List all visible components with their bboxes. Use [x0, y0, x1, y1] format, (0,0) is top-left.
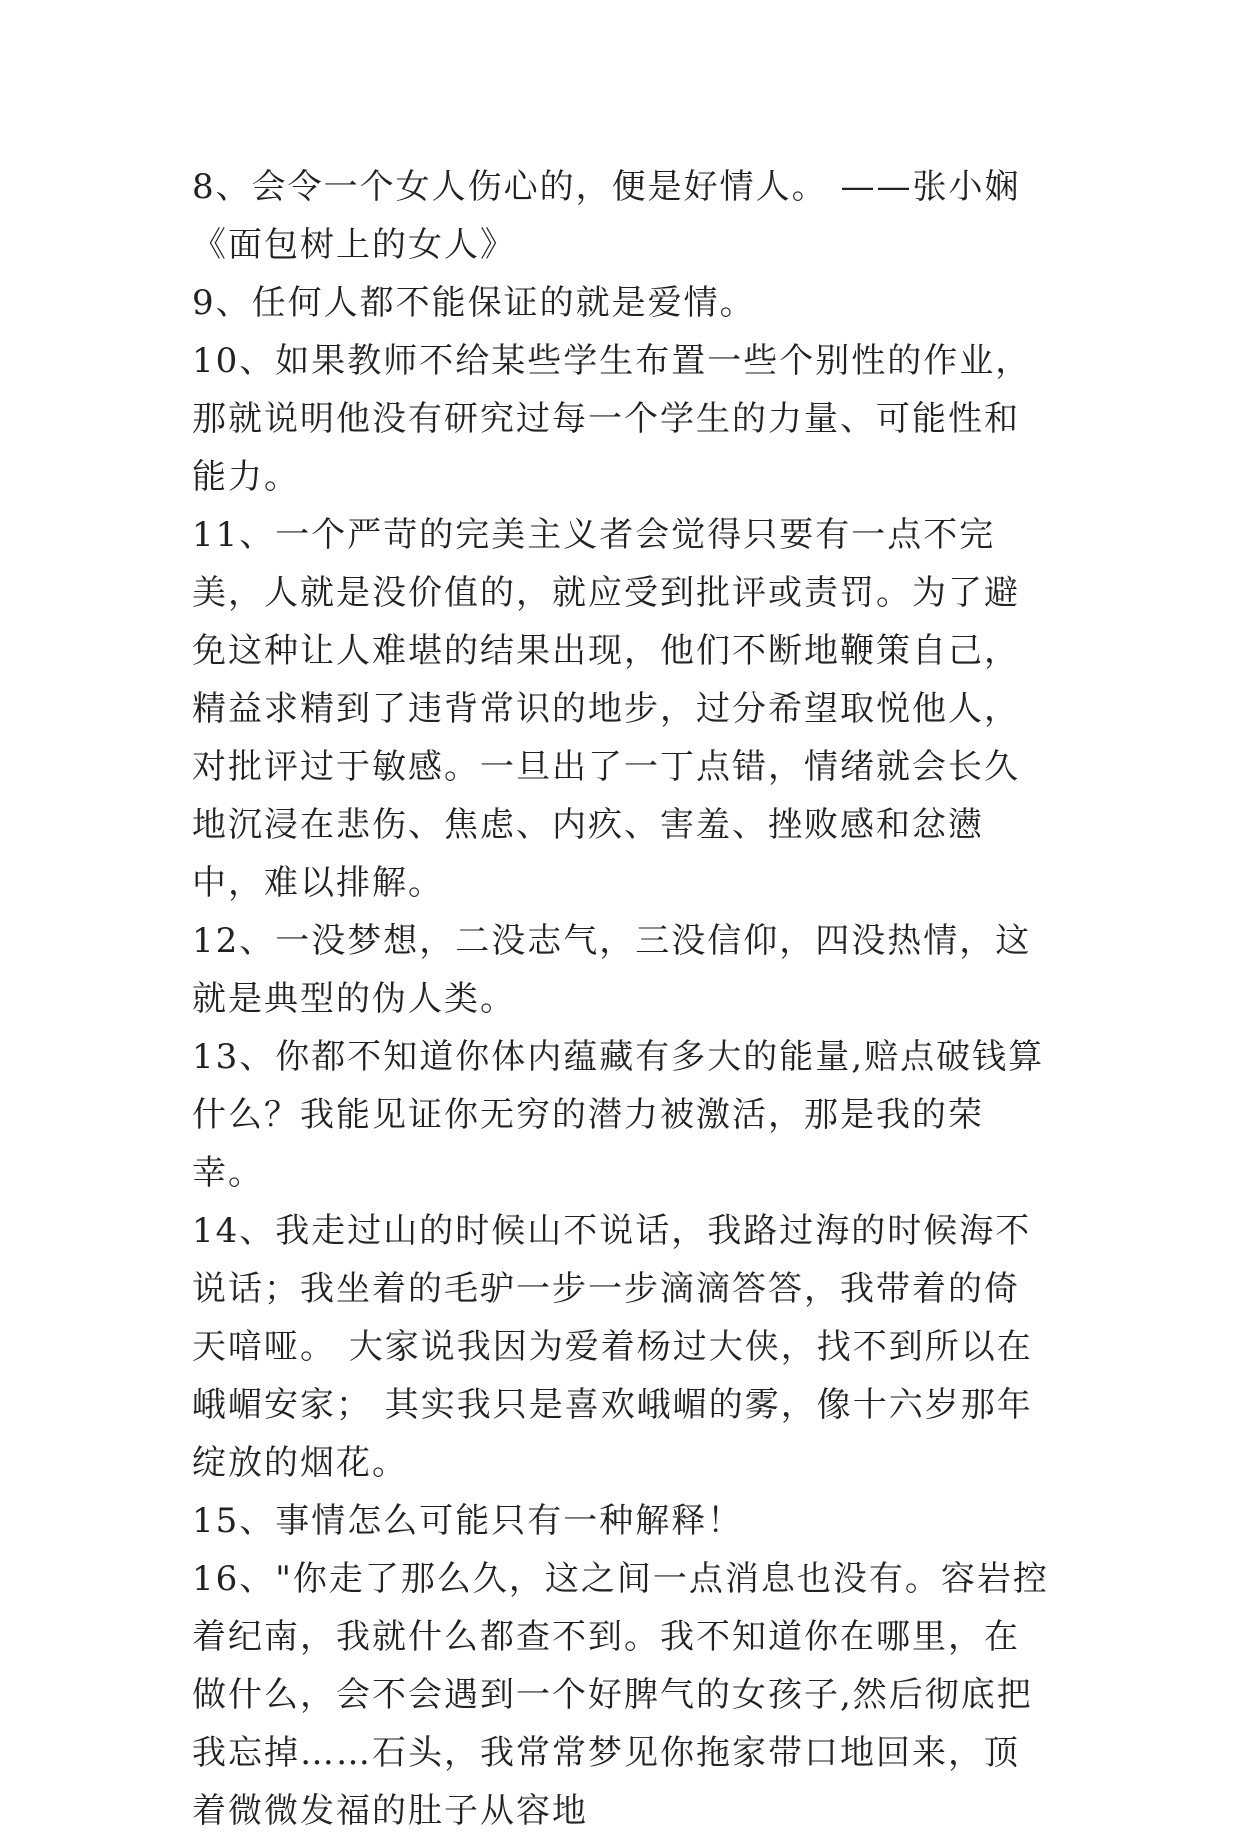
- paragraph-14: 14、我走过山的时候山不说话，我路过海的时候海不说话；我坐着的毛驴一步一步滴滴答答，我带着的倚天喑哑。 大家说我因为爱着杨过大侠，找不到所以在峨嵋安家； 其实我只是喜欢峨嵋的雾，像十六岁那年绽放的烟花。: [192, 1211, 1033, 1483]
- paragraph-12: 12、一没梦想，二没志气，三没信仰，四没热情，这就是典型的伪人类。: [192, 921, 1032, 1019]
- document-body: [192, 158, 1052, 1840]
- paragraph-9: 9、任何人都不能保证的就是爱情。: [192, 283, 756, 323]
- paragraph-11: 11、一个严苛的完美主义者会觉得只要有一点不完美，人就是没价值的，就应受到批评或责罚。为了避免这种让人难堪的结果出现，他们不断地鞭策自己，精益求精到了违背常识的地步，过分希望取悦他人，对批评过于敏感。一旦出了一丁点错，情绪就会长久地沉浸在悲伤、焦虑、内疚、害羞、挫败感和忿懑中，难以排解。: [192, 515, 1020, 903]
- paragraph-8: 8、会令一个女人伤心的，便是好情人。 ——张小娴 《面包树上的女人》: [192, 167, 1021, 265]
- paragraph-16: 16、"你走了那么久，这之间一点消息也没有。容岩控着纪南，我就什么都查不到。我不知道你在哪里，在做什么，会不会遇到一个好脾气的女孩子,然后彻底把我忘掉……石头，我常常梦见你拖家带口地回来，顶着微微发福的肚子从容地: [192, 1559, 1049, 1831]
- paragraph-10: 10、如果教师不给某些学生布置一些个别性的作业，那就说明他没有研究过每一个学生的力量、可能性和能力。: [192, 341, 1032, 497]
- paragraph-13: 13、你都不知道你体内蕴藏有多大的能量,赔点破钱算什么？我能见证你无穷的潜力被激活，那是我的荣幸。: [192, 1037, 1045, 1193]
- paragraph-15: 15、事情怎么可能只有一种解释！: [192, 1501, 744, 1541]
